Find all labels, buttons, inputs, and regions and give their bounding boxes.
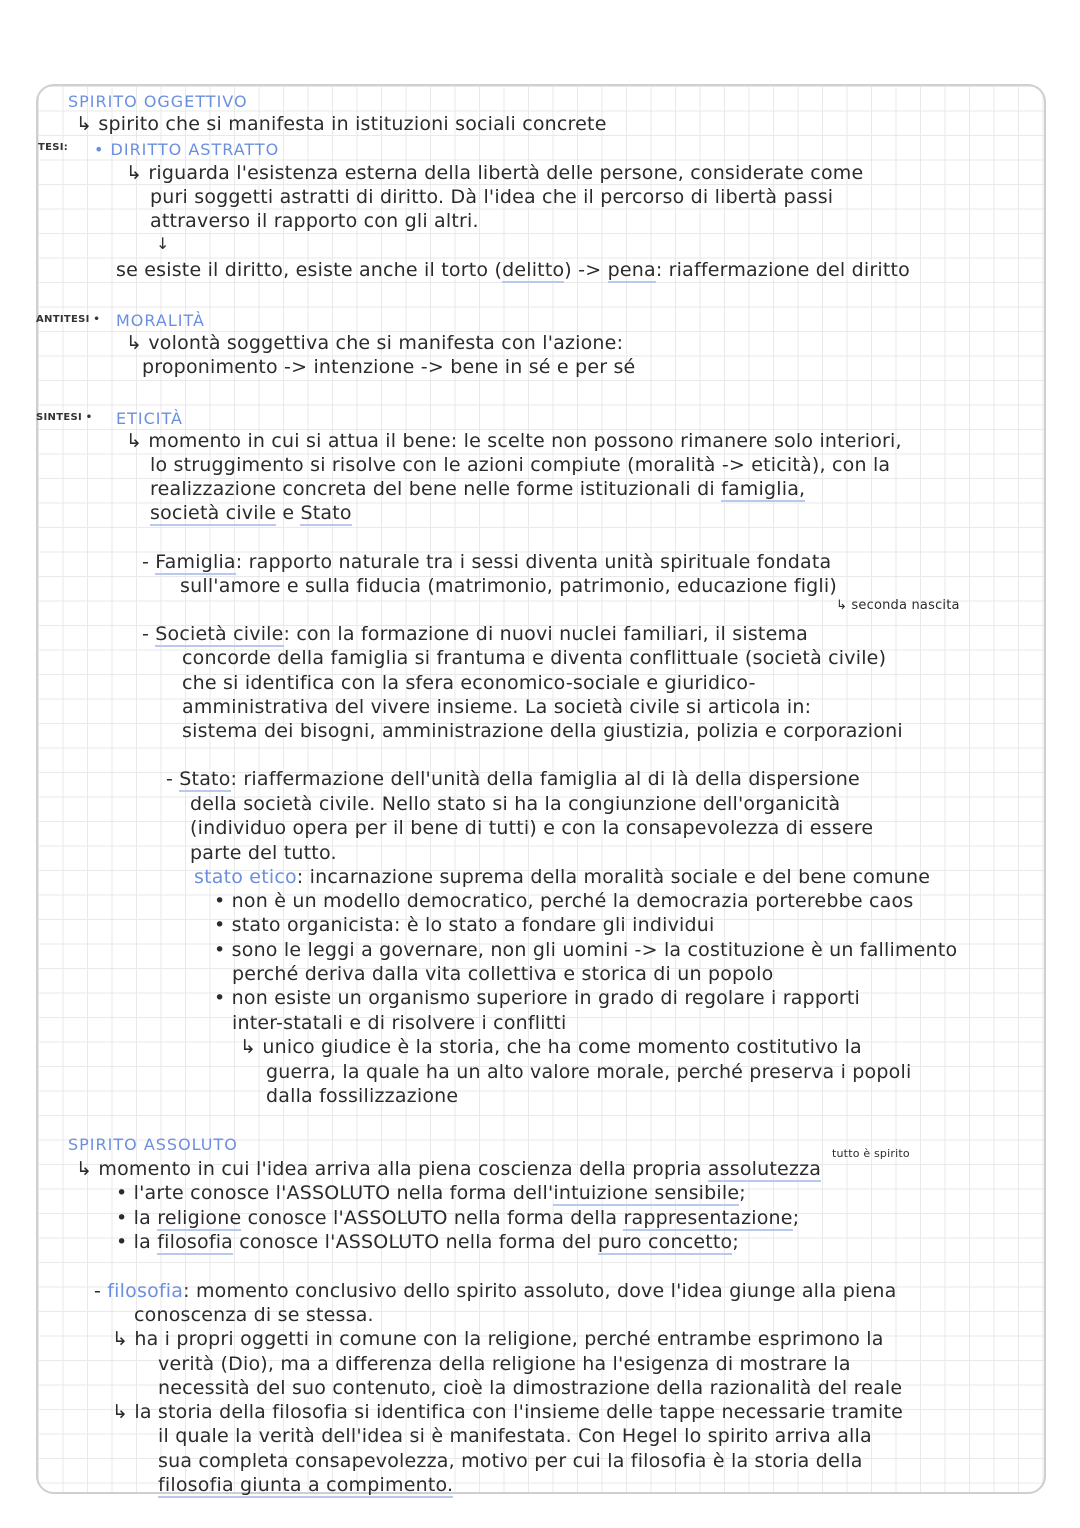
underlined-term: filosofia [157, 1231, 234, 1253]
side-label-antitesi: ANTITESI • [36, 314, 101, 325]
text-segment: : riaffermazione dell'unità della famiglia al di là della dispersione [230, 768, 860, 790]
text-segment: : rapporto naturale tra i sessi diventa unità spirituale fondata [235, 551, 832, 573]
text-line-famiglia [142, 550, 831, 574]
text-line: ↳ momento in cui si attua il bene: le scelte non possono rimanere solo interiori, [126, 430, 902, 452]
text-line: guerra, la quale ha un alto valore morale, perché preserva i popoli [266, 1061, 912, 1083]
bullet-item: • sono le leggi a governare, non gli uomini -> la costituzione è un fallimento [214, 939, 958, 961]
text-line: sull'amore e sulla fiducia (matrimonio, patrimonio, educazione figli) [180, 575, 837, 597]
text-line: perché deriva dalla vita collettiva e storica di un popolo [232, 963, 774, 985]
text-line: il quale la verità dell'idea si è manifestata. Con Hegel lo spirito arriva alla [158, 1425, 872, 1447]
side-label-tesi: TESI: [38, 142, 69, 153]
underlined-term: filosofia giunta a compimento. [158, 1474, 454, 1496]
heading-diritto-astratto: • DIRITTO ASTRATTO [94, 140, 280, 159]
text-line: necessità del suo contenuto, cioè la dimostrazione della razionalità del reale [158, 1377, 903, 1399]
underlined-term: intuizione sensibile [553, 1182, 740, 1204]
text-line [150, 477, 805, 501]
bullet-item: • non è un modello democratico, perché la democrazia porterebbe caos [214, 890, 914, 912]
annotation-seconda-nascita: ↳ seconda nascita [836, 598, 960, 613]
underlined-term: Famiglia [155, 551, 236, 573]
text-line: dalla fossilizzazione [266, 1085, 459, 1107]
text-segment: : incarnazione suprema della moralità sociale e del bene comune [296, 866, 931, 888]
text-segment: ; [739, 1182, 746, 1204]
text-segment: • l'arte conosce l'ASSOLUTO nella forma dell' [116, 1182, 554, 1204]
text-line: (individuo opera per il bene di tutti) e con la consapevolezza di essere [190, 817, 874, 839]
text-line [150, 501, 352, 525]
text-line-filosofia [94, 1279, 896, 1303]
text-segment: - [142, 551, 156, 573]
underlined-term: famiglia, [721, 478, 806, 500]
text-line: amministrativa del vivere insieme. La società civile si articola in: [182, 696, 812, 718]
underlined-term: religione [157, 1207, 242, 1229]
text-line: lo struggimento si risolve con le azioni compiute (moralità -> eticità), con la [150, 454, 891, 476]
bullet-item [116, 1206, 799, 1230]
text-line: che si identifica con la sfera economico-sociale e giuridico- [182, 672, 756, 694]
text-segment: - [166, 768, 180, 790]
text-segment: ; [732, 1231, 739, 1253]
text-segment: - [142, 623, 156, 645]
text-segment: ↳ momento in cui l'idea arriva alla piena coscienza della propria [76, 1158, 708, 1180]
text-line-diritto-torto [116, 258, 910, 282]
text-line: inter-statali e di risolvere i conflitti [232, 1012, 567, 1034]
text-line-societa-civile [142, 622, 808, 646]
text-line: proponimento -> intenzione -> bene in sé e per sé [142, 356, 636, 378]
underlined-term: pena [607, 259, 656, 281]
section-title-spirito-assoluto: SPIRITO ASSOLUTO [68, 1135, 238, 1154]
bullet-item [116, 1181, 746, 1205]
text-segment: se esiste il diritto, esiste anche il torto ( [116, 259, 503, 281]
bullet-item [116, 1230, 739, 1254]
text-segment: • la [116, 1207, 158, 1229]
text-line: sua completa consapevolezza, motivo per cui la filosofia è la storia della [158, 1450, 863, 1472]
heading-eticita: ETICITÀ [116, 409, 183, 428]
text-line: attraverso il rapporto con gli altri. [150, 210, 479, 232]
text-line: verità (Dio), ma a differenza della religione ha l'esigenza di mostrare la [158, 1353, 851, 1375]
text-segment: • la [116, 1231, 158, 1253]
underlined-term: società civile [150, 502, 277, 524]
text-line: ↳ unico giudice è la storia, che ha come momento costitutivo la [240, 1036, 862, 1058]
text-line: ↳ riguarda l'esistenza esterna della libertà delle persone, considerate come [126, 162, 864, 184]
text-segment: ; [792, 1207, 800, 1229]
text-line: della società civile. Nello stato si ha la congiunzione dell'organicità [190, 793, 841, 815]
underlined-term: assolutezza [707, 1158, 822, 1180]
underlined-term: rappresentazione [623, 1207, 793, 1229]
text-line: concorde della famiglia si frantuma e diventa conflittuale (società civile) [182, 647, 887, 669]
text-line: puri soggetti astratti di diritto. Dà l'idea che il percorso di libertà passi [150, 186, 834, 208]
text-segment: - [94, 1280, 108, 1302]
underlined-term: Società civile [155, 623, 284, 645]
text-line: sistema dei bisogni, amministrazione della giustizia, polizia e corporazioni [182, 720, 903, 742]
text-segment: conosce l'ASSOLUTO nella forma del [233, 1231, 598, 1253]
text-line: parte del tutto. [190, 842, 337, 864]
text-segment: : momento conclusivo dello spirito assoluto, dove l'idea giunge alla piena [183, 1280, 897, 1302]
underlined-term: delitto [502, 259, 565, 281]
text-segment: realizzazione concreta del bene nelle forme istituzionali di [150, 478, 722, 500]
side-label-sintesi: SINTESI • [36, 412, 93, 423]
annotation-tutto-spirito: tutto è spirito [832, 1147, 910, 1160]
text-line: conoscenza di se stessa. [134, 1304, 374, 1326]
section-title-spirito-oggettivo: SPIRITO OGGETTIVO [68, 92, 248, 111]
text-segment: : riaffermazione del diritto [655, 259, 910, 281]
underlined-term: puro concetto [597, 1231, 733, 1253]
bullet-item: • non esiste un organismo superiore in grado di regolare i rapporti [214, 987, 861, 1009]
text-line: ↳ la storia della filosofia si identifica con l'insieme delle tappe necessarie tramite [112, 1401, 904, 1423]
definition-line: ↳ spirito che si manifesta in istituzioni sociali concrete [76, 113, 607, 135]
text-segment: : con la formazione di nuovi nuclei familiari, il sistema [283, 623, 809, 645]
text-segment: ) -> [564, 259, 608, 281]
text-segment: conosce l'ASSOLUTO nella forma della [241, 1207, 624, 1229]
term-filosofia: filosofia [107, 1280, 184, 1302]
text-line-stato-etico [194, 865, 930, 889]
bullet-item: • stato organicista: è lo stato a fondare gli individui [214, 914, 715, 936]
heading-moralita: MORALITÀ [116, 311, 205, 330]
text-line [76, 1157, 821, 1181]
underlined-term: Stato [300, 502, 352, 524]
text-line: ↳ volontà soggettiva che si manifesta con l'azione: [126, 332, 624, 354]
down-arrow-icon: ↓ [156, 234, 170, 253]
text-line-stato [166, 767, 860, 791]
text-line [158, 1473, 453, 1497]
underlined-term: Stato [179, 768, 231, 790]
term-stato-etico: stato etico [194, 866, 297, 888]
text-line: ↳ ha i propri oggetti in comune con la religione, perché entrambe esprimono la [112, 1328, 884, 1350]
text-segment: e [276, 502, 301, 524]
